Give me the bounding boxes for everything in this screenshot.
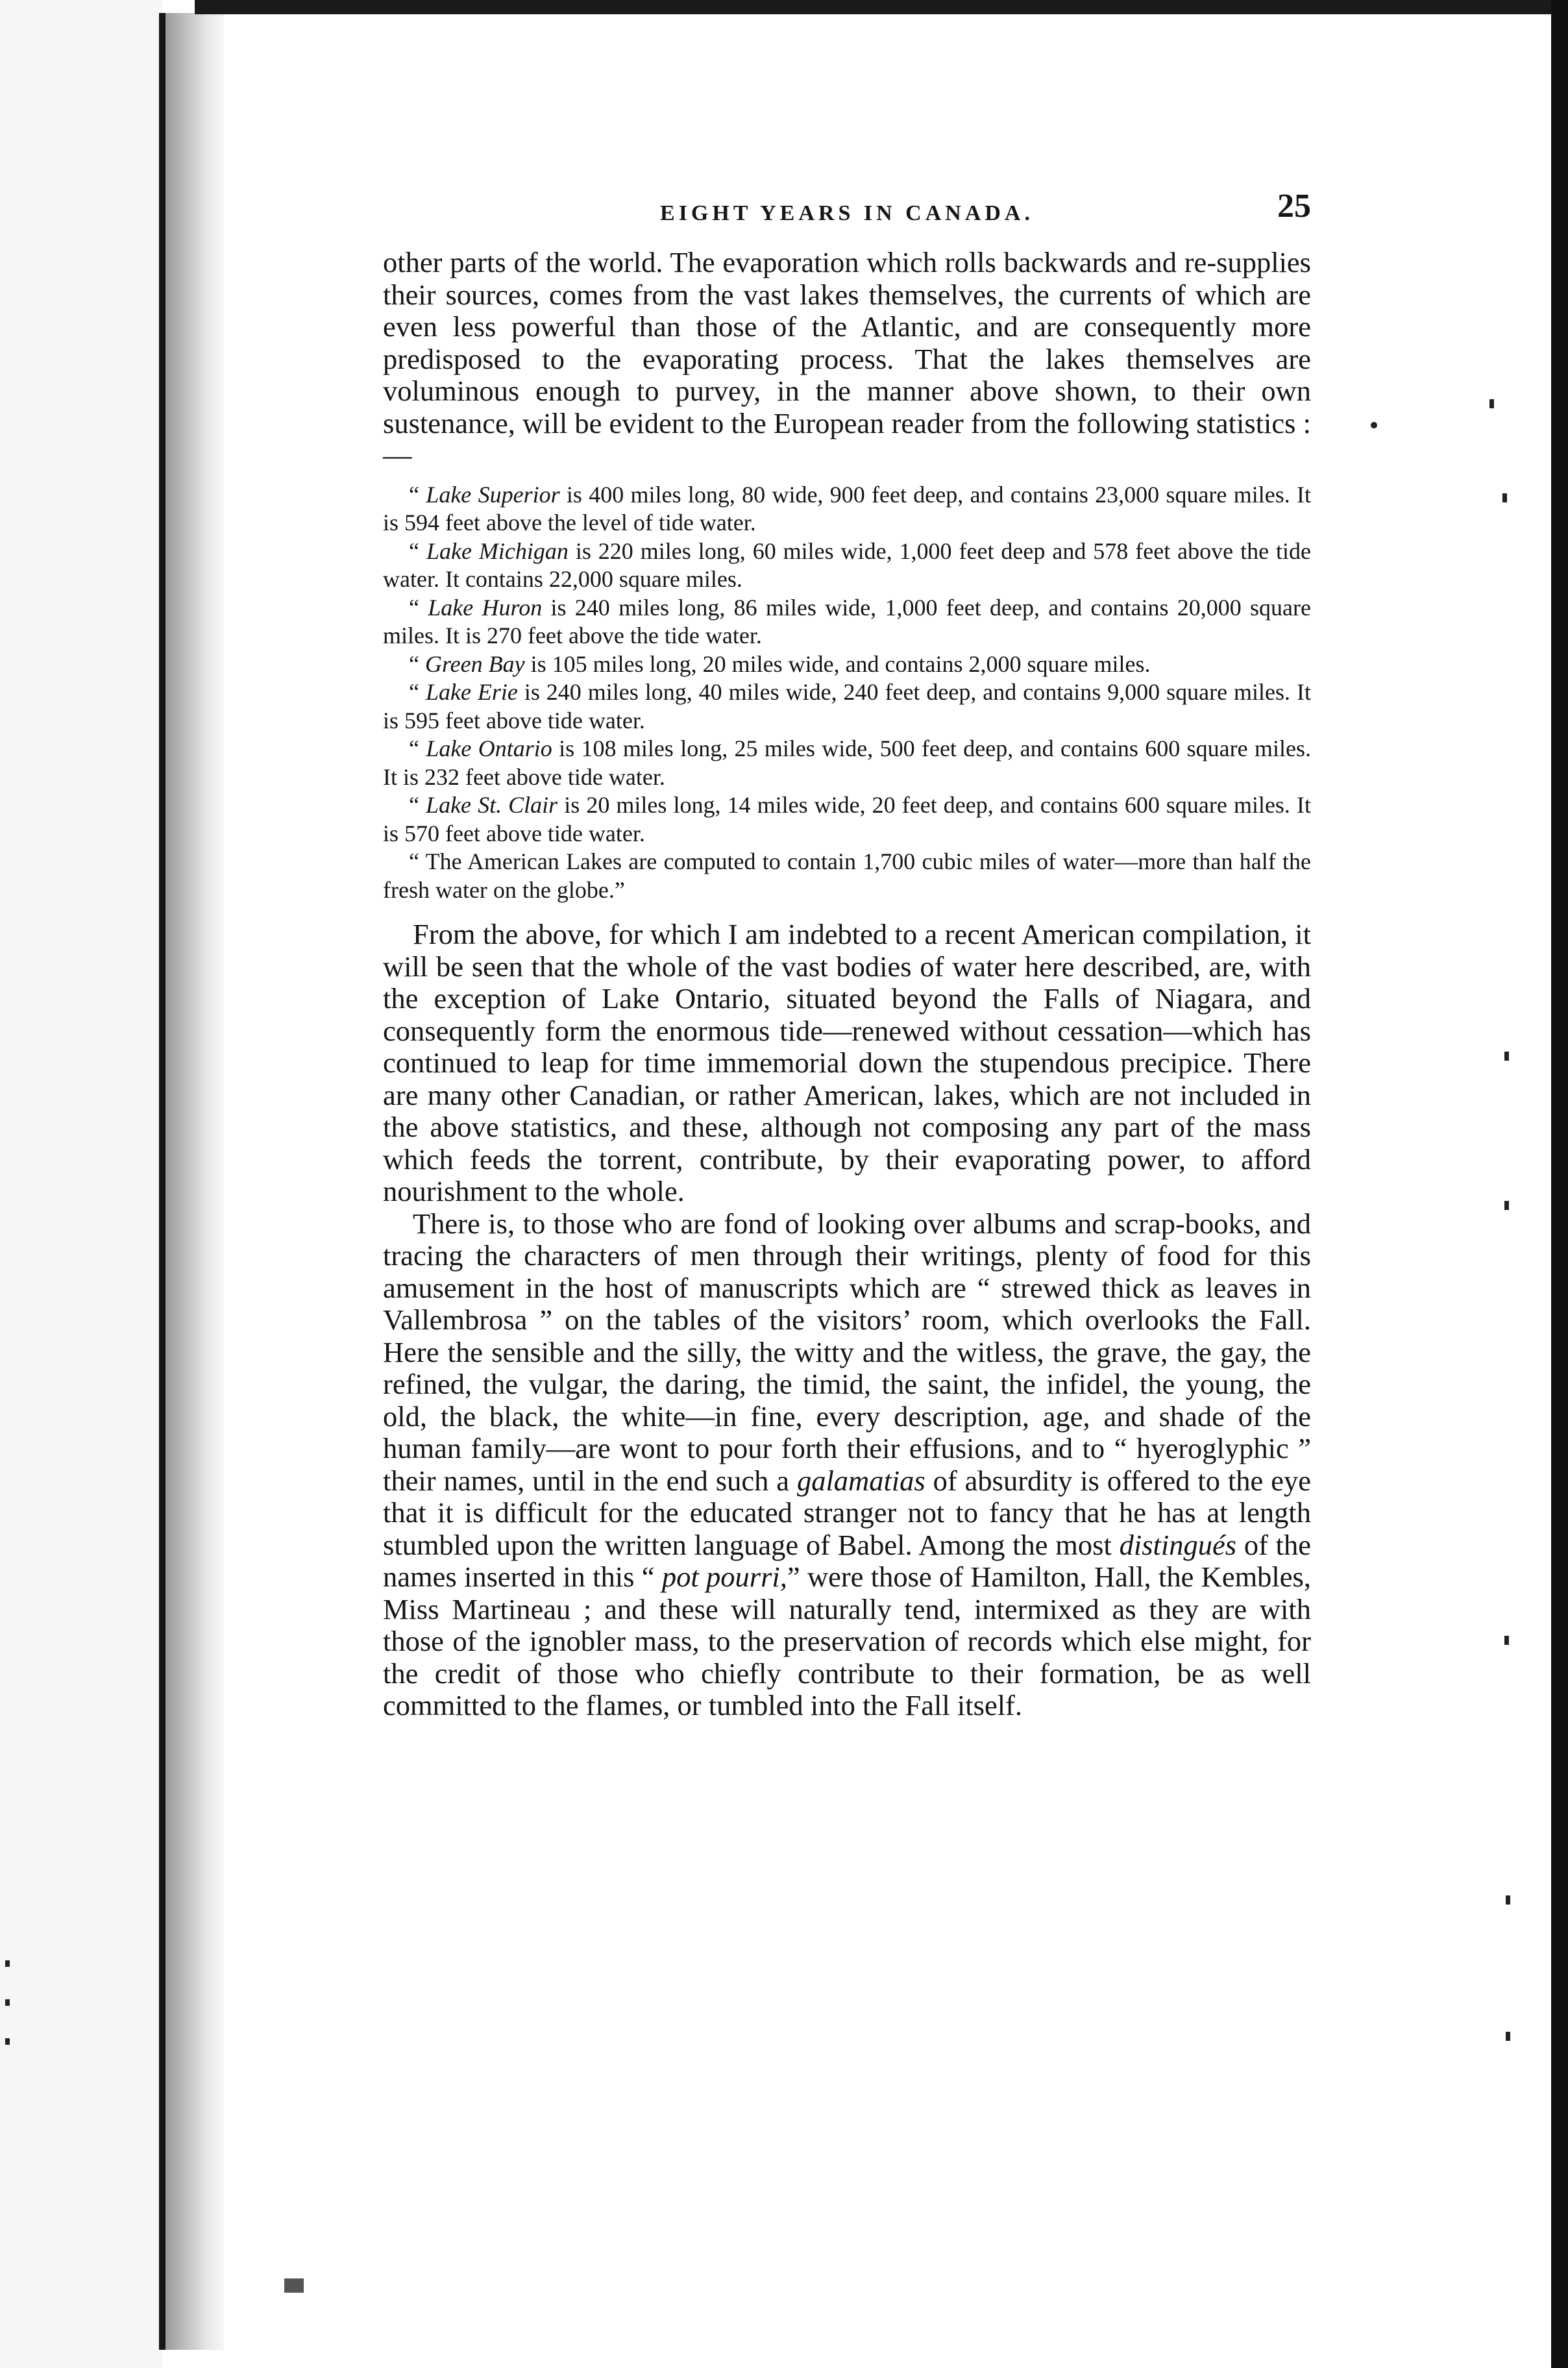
lake-name: Lake Huron <box>428 594 543 621</box>
quote-line <box>383 791 1311 848</box>
quote-mark: “ <box>409 735 426 761</box>
page-number: 25 <box>1277 188 1311 225</box>
paragraph-text: of the names inserted in this “ <box>383 1528 1312 1593</box>
italic-term: galamatias <box>796 1464 925 1497</box>
quote-line <box>383 481 1311 537</box>
right-scan-border <box>1551 0 1568 2368</box>
speck <box>1489 399 1494 408</box>
quote-line <box>383 650 1311 679</box>
page-body <box>383 247 1311 1722</box>
quote-mark: “ <box>409 537 426 564</box>
quote-mark: “ <box>409 848 426 874</box>
lake-statistics-quote <box>383 481 1311 905</box>
italic-term: distingués <box>1119 1528 1237 1561</box>
speck <box>5 2038 10 2045</box>
speck <box>1504 1201 1509 1210</box>
gutter-shadow <box>165 13 224 2350</box>
quote-line <box>383 537 1311 594</box>
quote-mark: “ <box>409 650 425 677</box>
top-scan-border <box>195 0 1568 14</box>
paragraph: other parts of the world. The evaporation which rolls backwards and re-supplies their sources, comes from the vast lakes themselves, the currents of which are even less powerful than those of the Atlantic, and are consequently more predisposed to the evaporating process. That the lakes themselves are voluminous enough to purvey, in the manner above shown, to their own sustenance, will be evident to the European reader from the following statistics :— <box>383 246 1311 471</box>
quote-mark: “ <box>409 594 428 621</box>
lake-name: Green Bay <box>424 650 525 677</box>
paragraph-text: of absurdity is offered to the eye that it is difficult for the educated stranger not to fancy that he has at length stumbled upon the written language of Babel. Among the most <box>383 1464 1311 1561</box>
quote-mark: “ <box>409 679 426 705</box>
paragraph-text: ” were those of Hamilton, Hall, the Kembles, Miss Martineau ; and these will naturally tend, intermixed as they are with those of the ignobler mass, to the preservation of records which else might, for the credit of those who chiefly contribute to their formation, be as well committed to the flames, or tumbled into the Fall itself. <box>383 1560 1311 1721</box>
quote-line <box>383 735 1311 791</box>
lake-facts: is 400 miles long, 80 wide, 900 feet deep, and contains 23,000 square miles. It is 594 feet above the level of tide water. <box>383 481 1312 536</box>
running-title: EIGHT YEARS IN CANADA. <box>660 201 1034 225</box>
lake-facts: is 240 miles long, 40 miles wide, 240 feet deep, and contains 9,000 square miles. It is 595 feet above tide water. <box>383 679 1311 734</box>
speck <box>284 2278 304 2293</box>
speck <box>1506 1895 1510 1905</box>
lake-name: Lake Superior <box>426 481 560 508</box>
quote-mark: “ <box>409 792 426 818</box>
lake-facts: is 105 miles long, 20 miles wide, and contains 2,000 square miles. <box>524 650 1151 677</box>
speck <box>1371 422 1377 428</box>
quote-line <box>383 678 1311 735</box>
speck <box>5 1960 10 1967</box>
speck <box>1504 1052 1509 1061</box>
gutter-line <box>159 13 165 2350</box>
lake-name: Lake Ontario <box>426 735 552 761</box>
lake-name: Lake Michigan <box>426 537 569 564</box>
quote-line <box>383 848 1311 904</box>
italic-term: pot pourri, <box>661 1560 787 1593</box>
paragraph: From the above, for which I am indebted to a recent American compilation, it will be seen that the whole of the vast bodies of water here described, are, with the exception of Lake Ontario, situated beyond the Falls of Niagara, and consequently form the enormous tide—renewed without cessation—which has continued to leap for time immemorial down the stupendous precipice. There are many other Canadian, or rather American, lakes, which are not included in the above statistics, and these, although not composing any part of the mass which feeds the torrent, contribute, by their evaporating power, to afford nourishment to the whole. <box>383 918 1311 1207</box>
running-head <box>383 175 1311 247</box>
paragraph <box>383 1208 1311 1722</box>
lake-facts: is 220 miles long, 60 miles wide, 1,000 feet deep and 578 feet above the tide water. It contains 22,000 square miles. <box>383 537 1312 592</box>
quote-line <box>383 594 1311 650</box>
lake-facts: is 20 miles long, 14 miles wide, 20 feet deep, and contains 600 square miles. It is 570 feet above tide water. <box>383 792 1311 846</box>
book-page <box>383 175 1311 1722</box>
lake-facts: is 108 miles long, 25 miles wide, 500 feet deep, and contains 600 square miles. It is 232 feet above tide water. <box>383 735 1311 790</box>
lake-name: Lake Erie <box>425 679 518 705</box>
lake-facts: is 240 miles long, 86 miles wide, 1,000 feet deep, and contains 20,000 square miles. It is 270 feet above the tide water. <box>383 594 1311 648</box>
previous-page-edge <box>0 0 162 2368</box>
lake-facts: The American Lakes are computed to contain 1,700 cubic miles of water—more than half the fresh water on the globe.” <box>383 848 1311 903</box>
speck <box>1506 2032 1510 2041</box>
speck <box>1504 1636 1509 1645</box>
speck <box>1502 493 1507 502</box>
quote-mark: “ <box>409 481 426 508</box>
lake-name: Lake St. Clair <box>426 792 558 818</box>
paragraph-text: There is, to those who are fond of looking over albums and scrap-books, and tracing the characters of men through their writings, plenty of food for this amusement in the host of manuscripts which are “ strewed thick as leaves in Vallembrosa ” on the tables of the visitors’ room, which overlooks the Fall. Here the sensible and the silly, the witty and the witless, the grave, the gay, the refined, the vulgar, the daring, the timid, the saint, the infidel, the young, the old, the black, the white—in fine, every description, age, and shade of the human family—are wont to pour forth their effusions, and to “ hyeroglyphic ” their names, until in the end such a <box>383 1207 1311 1497</box>
speck <box>5 1999 10 2006</box>
